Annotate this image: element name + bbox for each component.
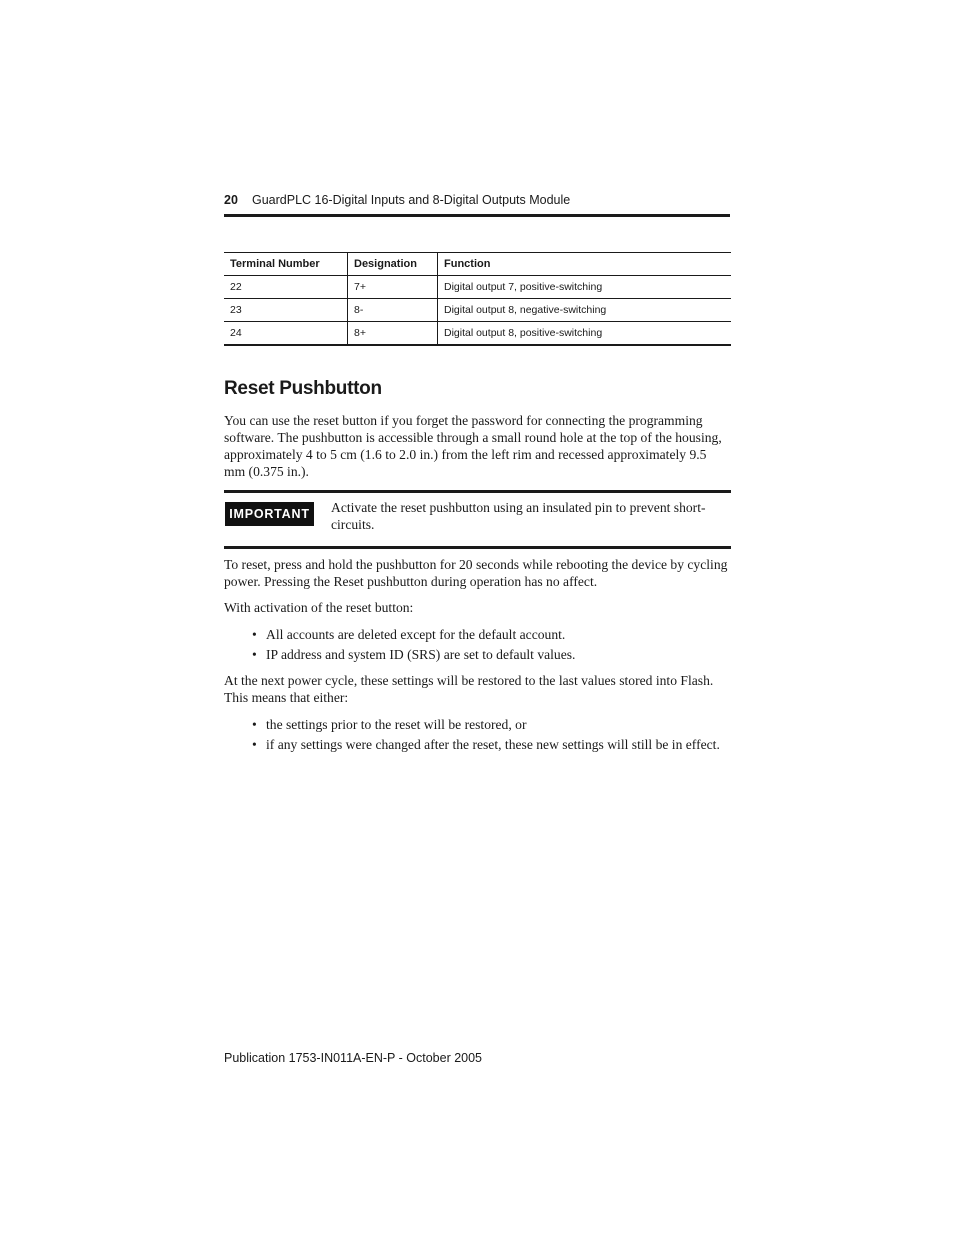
cell-designation: 8+: [348, 322, 438, 345]
list-item-text: All accounts are deleted except for the default account.: [266, 627, 566, 642]
bullet-icon: •: [252, 737, 257, 752]
table-header-row: [224, 253, 731, 276]
activation-intro-paragraph: With activation of the reset button:: [224, 600, 414, 615]
cell-designation: 8-: [348, 299, 438, 322]
column-header-designation: Designation: [348, 253, 438, 276]
list-item: [252, 736, 730, 753]
list-item: [252, 626, 730, 643]
list-item: [252, 716, 730, 733]
cell-designation: 7+: [348, 276, 438, 299]
bullet-icon: •: [252, 717, 257, 732]
reset-instructions-paragraph: To reset, press and hold the pushbutton for 20 seconds while rebooting the device by cycling power. Pressing the Reset pushbutton during operation has no affect.: [224, 557, 728, 589]
section-title: Reset Pushbutton: [224, 378, 382, 399]
column-header-terminal-number: Terminal Number: [224, 253, 348, 276]
list-item: [252, 646, 730, 663]
table-row: [224, 322, 731, 345]
terminal-table: [224, 252, 731, 346]
header-rule: [224, 214, 730, 217]
important-text: Activate the reset pushbutton using an insulated pin to prevent short-circuits.: [331, 500, 706, 532]
important-bottom-rule: [224, 546, 731, 549]
list-item-text: the settings prior to the reset will be restored, or: [266, 717, 527, 732]
power-cycle-bullet-list: [252, 716, 730, 756]
cell-function: Digital output 8, positive-switching: [438, 322, 732, 345]
bullet-icon: •: [252, 647, 257, 662]
activation-bullet-list: [252, 626, 730, 666]
important-top-rule: [224, 490, 731, 493]
cell-terminal-number: 23: [224, 299, 348, 322]
cell-function: Digital output 8, negative-switching: [438, 299, 732, 322]
power-cycle-paragraph: At the next power cycle, these settings will be restored to the last values stored into Flash. This means that either:: [224, 673, 714, 705]
list-item-text: if any settings were changed after the reset, these new settings will still be in effect.: [266, 737, 720, 752]
important-label: IMPORTANT: [225, 502, 314, 526]
bullet-icon: •: [252, 627, 257, 642]
column-header-function: Function: [438, 253, 732, 276]
running-title: GuardPLC 16-Digital Inputs and 8-Digital Outputs Module: [252, 193, 571, 207]
cell-function: Digital output 7, positive-switching: [438, 276, 732, 299]
publication-footer: Publication 1753-IN011A-EN-P - October 2005: [224, 1051, 483, 1065]
table-row: [224, 299, 731, 322]
intro-paragraph: You can use the reset button if you forget the password for connecting the programming software. The pushbutton is accessible through a small round hole at the top of the housing, approximately 4 to 5 cm (1.6 to 2.0 in.) from the left rim and recessed approximately 9.5 mm (0.375 in.).: [224, 413, 722, 479]
page-header: [224, 192, 730, 208]
cell-terminal-number: 24: [224, 322, 348, 345]
page-number: 20: [224, 193, 238, 207]
cell-terminal-number: 22: [224, 276, 348, 299]
list-item-text: IP address and system ID (SRS) are set to default values.: [266, 647, 576, 662]
table-row: [224, 276, 731, 299]
